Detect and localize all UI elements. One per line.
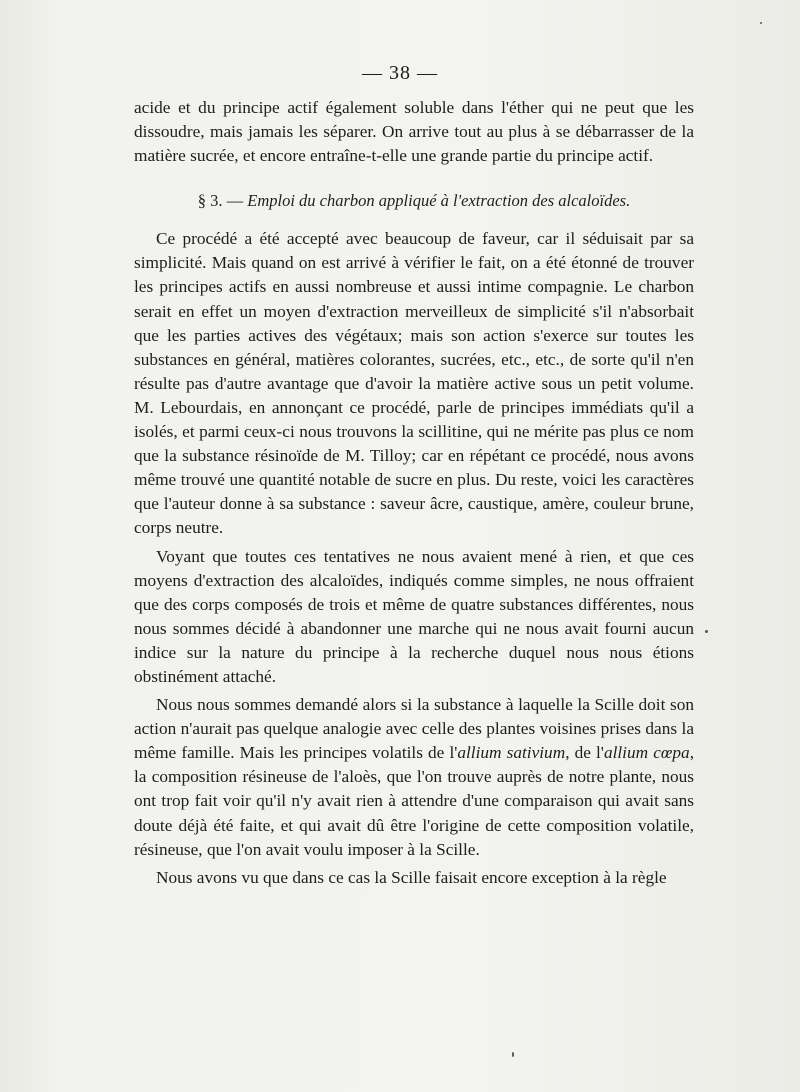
paragraph-analogie-part1: Nous nous sommes demandé alors si la substance à laquelle la Scille doit son action n'aurait pas quelque analogie avec celle des plantes voisines prises dans la même famille. Mais les principes volatils de l' — [134, 695, 694, 763]
paragraph-analogie-part2: , de l' — [565, 743, 604, 763]
section-symbol: § 3. — — [197, 191, 244, 211]
page-number: — 38 — — [362, 62, 438, 84]
ink-speck — [760, 22, 762, 24]
italic-allium-sativium: allium sativium — [457, 743, 566, 763]
body-text — [134, 96, 694, 890]
paragraph-exception: Nous avons vu que dans ce cas la Scille faisait encore exception à la règle — [156, 867, 667, 887]
paragraph-charbon: Ce procédé a été accepté avec beaucoup de faveur, car il séduisait par sa simplicité. Mais quand on est arrivé à vérifier le fait, on a été étonné de trouver les principes actifs en aussi nombreuse et aussi intime compagnie. Le charbon serait en effet un moyen d'extraction merveilleux de simplicité s'il n'absorbait que les parties actives des végétaux; mais son action s'exerce sur toutes les substances en général, matières colorantes, sucrées, etc., etc., de sorte qu'il n'en résulte pas d'autre avantage que d'avoir la matière active sous un petit volume. M. Lebourdais, en annonçant ce procédé, parle de principes immédiats qu'il a isolés, et parmi ceux-ci nous trouvons la scillitine, qui ne mérite pas plus ce nom que la substance résinoïde de M. Tilloy; car en répétant ce procédé, nous avons même trouvé une quantité notable de sucre en plus. Du reste, voici les caractères que l'auteur donne à sa substance : saveur âcre, caustique, amère, couleur brune, corps neutre. — [134, 229, 694, 538]
section-title: Emploi du charbon appliqué à l'extraction des alcaloïdes. — [247, 191, 631, 211]
ink-speck — [512, 1052, 514, 1057]
ink-speck — [705, 630, 708, 633]
paragraph-analogie-part3: , la composition résineuse de l'aloès, que l'on trouve auprès de notre plante, nous ont trop fait voir qu'il n'y avait rien à attendre d'une comparaison qui avait sans doute déjà été faite, et qui avait dû être l'origine de cette composition volatile, résineuse, que l'on avait voulu imposer à la Scille. — [134, 743, 695, 859]
paragraph-continued: acide et du principe actif également soluble dans l'éther qui ne peut que les dissoudre, mais jamais les séparer. On arrive tout au plus à se débarrasser de la matière sucrée, et encore entraîne-t-elle une grande partie du principe actif. — [134, 98, 694, 166]
paragraph-analogie — [134, 693, 694, 862]
section-heading — [134, 190, 694, 212]
paragraph-tentatives: Voyant que toutes ces tentatives ne nous avaient mené à rien, et que ces moyens d'extraction des alcaloïdes, indiqués comme simples, ne nous offraient que des corps composés de trois et même de quatre substances différentes, nous nous sommes décidé à abandonner une marche qui ne nous avait fourni aucun indice sur la nature du principe à la recherche duquel nous nous étions obstinément attaché. — [134, 546, 694, 686]
italic-allium-coepa: allium cœpa — [603, 743, 690, 763]
